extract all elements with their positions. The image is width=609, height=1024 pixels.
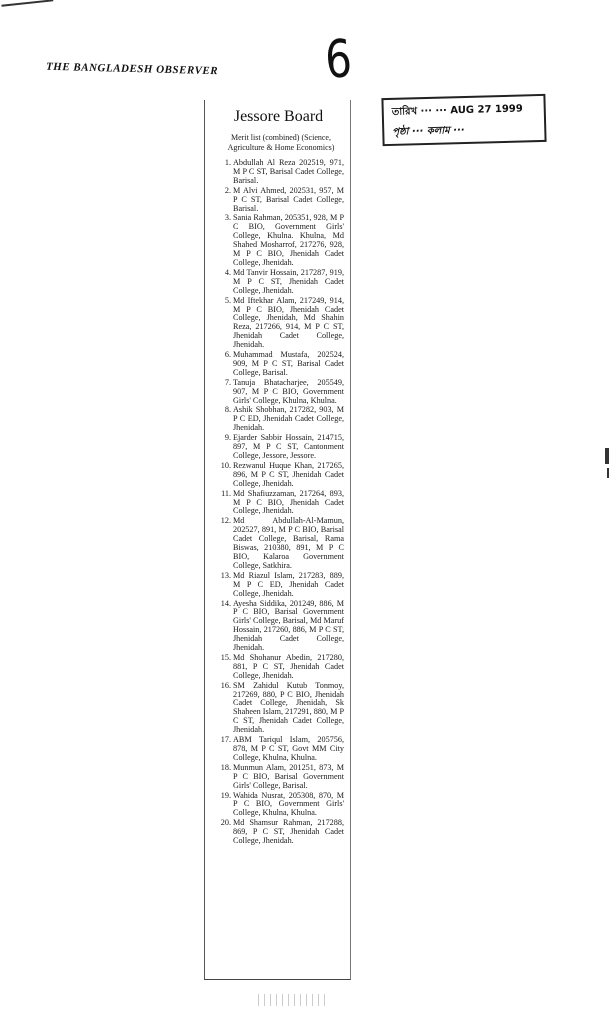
entry-number: 18. <box>220 762 231 772</box>
newspaper-clipping <box>204 100 351 980</box>
entry-text: Wahida Nusrat, 205308, 870, M P C BIO, Government Girls' College, Khulna, Khulna. <box>233 790 344 818</box>
merit-entry <box>205 434 352 461</box>
merit-entry <box>205 297 352 350</box>
entry-number: 14. <box>220 598 231 608</box>
entry-number: 13. <box>220 570 231 580</box>
entry-text: Abdullah Al Reza 202519, 971, M P C ST, Barisal Cadet College, Barisal. <box>233 158 344 185</box>
entry-number: 5. <box>224 295 231 305</box>
merit-entry <box>205 351 352 378</box>
entry-text: Md Tanvir Hossain, 217287, 919, M P C ST, Jhenidah Cadet College, Jhenidah. <box>233 267 344 295</box>
stamp-date-line: তারিখ ··· ··· AUG 27 1999 <box>391 103 523 118</box>
entry-text: M Alvi Ahmed, 202531, 957, M P C ST, Barisal Cadet College, Barisal. <box>233 185 344 213</box>
date-stamp <box>381 94 546 146</box>
handwritten-page-number: 6 <box>323 29 354 91</box>
entry-number: 1. <box>224 158 231 167</box>
entry-number: 11. <box>221 488 231 498</box>
entry-text: Sania Rahman, 205351, 928, M P C BIO, Government Girls' College, Khulna. Khulna, Md Shahed Mosharrof, 217276, 928, M P C BIO, Jhenidah Cadet College, Jhenidah. <box>233 213 344 267</box>
clipping-title: Jessore Board <box>233 108 324 125</box>
entry-text: Md Iftekhar Alam, 217249, 914, M P C BIO, Jhenidah Cadet College, Jhenidah, Md Shahin Reza, 217266, 914, M P C ST, Jhenidah Cadet College, Jhenidah. <box>233 295 344 350</box>
entry-text: Md Shamsur Rahman, 217288, 869, P C ST, Jhenidah Cadet College, Jhenidah. <box>233 818 344 846</box>
entry-text: Md Shohanur Abedin, 217280, 881, P C ST, Jhenidah Cadet College, Jhenidah. <box>233 652 344 680</box>
page-edge-mark <box>605 448 609 464</box>
entry-text: ABM Tariqul Islam, 205756, 878, M P C ST, Govt MM City College, Khulna, Khulna. <box>233 735 344 762</box>
merit-entry <box>205 159 352 186</box>
merit-entry <box>205 269 352 296</box>
newspaper-masthead: THE BANGLADESH OBSERVER <box>45 60 219 78</box>
merit-entry <box>205 682 352 735</box>
entry-text: Md Abdullah-Al-Mamun, 202527, 891, M P C BIO, Barisal Cadet College, Barisal, Rama Biswas, 210380, 891, M P C BIO, Kalaroa Government College, Satkhira. <box>233 516 344 570</box>
entry-number: 17. <box>220 735 231 745</box>
corner-pen-mark <box>1 0 54 19</box>
entry-number: 10. <box>220 460 231 470</box>
entry-number: 9. <box>224 433 231 443</box>
entry-number: 2. <box>224 185 231 195</box>
merit-entry <box>205 517 352 570</box>
entry-number: 20. <box>220 818 231 828</box>
merit-entry <box>205 187 352 214</box>
entry-number: 19. <box>220 790 231 800</box>
merit-list <box>205 159 352 847</box>
entry-number: 16. <box>220 680 231 690</box>
stamp-page-column-line: পৃষ্ঠা ··· কলাম ··· <box>392 124 465 138</box>
entry-number: 3. <box>224 213 231 223</box>
entry-text: Ashik Shobhan, 217282, 903, M P C ED, Jhenidah Cadet College, Jhenidah. <box>233 405 344 433</box>
entry-number: 7. <box>224 377 231 387</box>
entry-text: Muhammad Mustafa, 202524, 909, M P C ST, Barisal Cadet College, Barisal. <box>233 350 344 377</box>
entry-number: 12. <box>220 516 231 526</box>
entry-text: Md Shafiuzzaman, 217264, 893, M P C BIO, Jhenidah Cadet College, Jhenidah. <box>233 488 344 516</box>
merit-entry <box>205 406 352 433</box>
merit-entry <box>205 379 352 406</box>
merit-entry <box>205 764 352 791</box>
merit-entry <box>205 214 352 267</box>
entry-text: Rezwanul Huque Khan, 217265, 896, M P C ST, Jhenidah Cadet College, Jhenidah. <box>233 460 344 488</box>
entry-text: Munmun Alam, 201251, 873, M P C BIO, Barisal Government Girls' College, Barisal. <box>233 762 344 790</box>
entry-text: SM Zahidul Kutub Tonmoy, 217269, 880, P C BIO, Jhenidah Cadet College, Jhenidah, Sk Shaheen Islam, 217291, 880, M P C ST, Jhenidah Cadet College, Jhenidah. <box>233 680 344 735</box>
merit-entry <box>205 462 352 489</box>
merit-entry <box>205 654 352 681</box>
merit-entry <box>205 819 352 846</box>
merit-entry <box>205 792 352 819</box>
merit-entry <box>205 736 352 763</box>
entry-number: 6. <box>224 350 231 360</box>
entry-number: 15. <box>220 652 231 662</box>
entry-text: Ayesha Siddika, 201249, 886, M P C BIO, Barisal Government Girls' College, Barisal, Md Maruf Hossain, 217260, 886, M P C ST, Jhenidah Cadet College, Jhenidah. <box>233 598 344 653</box>
merit-entry <box>205 572 352 599</box>
scan-smudge <box>258 994 328 1006</box>
entry-text: Ejarder Sabbir Hossain, 214715, 897, M P C ST, Cantonment College, Jessore, Jessore. <box>233 433 344 460</box>
clipping-subtitle: Merit list (combined) (Science, Agriculture & Home Economics) <box>227 133 335 152</box>
entry-text: Md Riazul Islam, 217283, 889, M P C ED, Jhenidah Cadet College, Jhenidah. <box>233 570 344 598</box>
merit-entry <box>205 490 352 517</box>
entry-number: 4. <box>224 267 231 277</box>
merit-entry <box>205 600 352 653</box>
entry-text: Tanuja Bhatacharjee, 205549, 907, M P C BIO, Government Girls' College, Khulna, Khulna. <box>233 377 344 405</box>
entry-number: 8. <box>224 405 231 415</box>
